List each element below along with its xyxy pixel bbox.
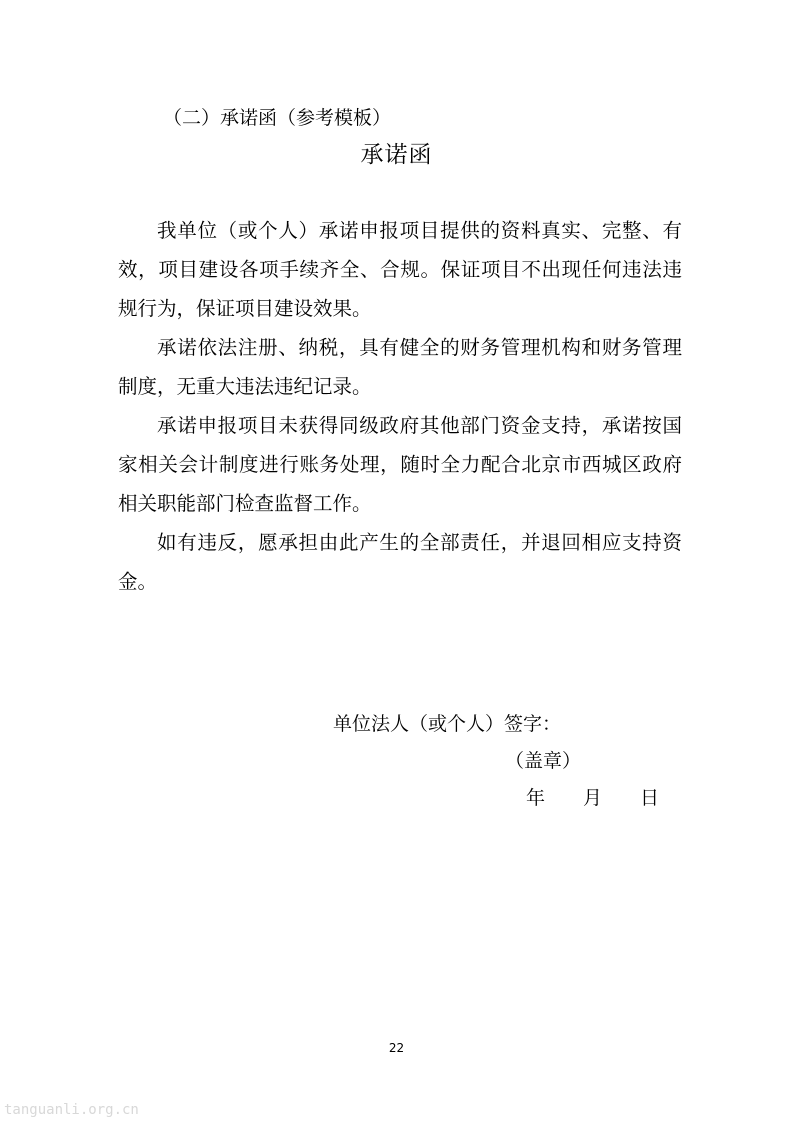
paragraph-registration: 承诺依法注册、纳税，具有健全的财务管理机构和财务管理制度，无重大违法违纪记录。 [118, 336, 682, 398]
month-label: 月 [583, 787, 603, 809]
letter-body [118, 211, 682, 601]
paragraph-liability: 如有违反，愿承担由此产生的全部责任，并退回相应支持资金。 [118, 531, 682, 593]
seal-label: （盖章） [505, 750, 582, 772]
signer-label: 单位法人（或个人）签字： [333, 713, 562, 735]
page-number: 22 [388, 1041, 405, 1055]
paragraph-truthfulness: 我单位（或个人）承诺申报项目提供的资料真实、完整、有效，项目建设各项手续齐全、合规。保证项目不出现任何违法违规行为，保证项目建设效果。 [118, 219, 682, 320]
section-heading: （二）承诺函（参考模板） [163, 107, 392, 129]
year-label: 年 [526, 787, 546, 809]
watermark: tanguanli.org.cn [4, 1102, 139, 1118]
paragraph-funding: 承诺申报项目未获得同级政府其他部门资金支持，承诺按国家相关会计制度进行账务处理，随时全力配合北京市西城区政府相关职能部门检查监督工作。 [118, 414, 682, 515]
signature-block [333, 706, 673, 817]
day-label: 日 [640, 787, 660, 809]
document-title: 承诺函 [360, 142, 433, 168]
date-line [333, 780, 673, 817]
